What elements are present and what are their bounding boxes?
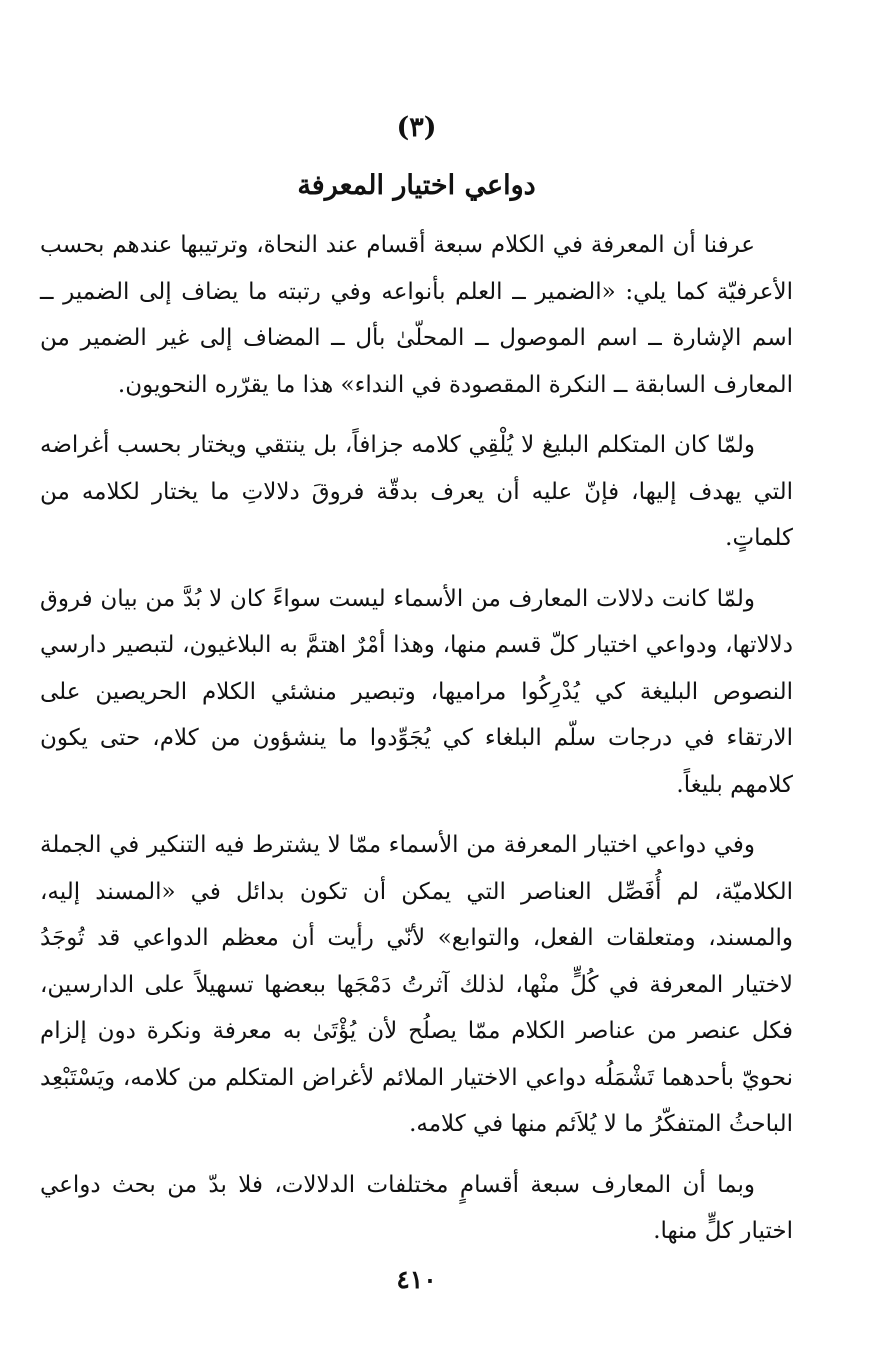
paragraph-1: عرفنا أن المعرفة في الكلام سبعة أقسام عند النحاة، وترتيبها عندهم بحسب الأعرفيّة كما يلي: «الضمير ــ العلم بأنواعه وفي رتبته ما يضاف إلى الضمير ــ اسم الإشارة ــ اسم الموصول ــ المحلّىٰ بأل ــ المضاف إلى غير الضمير من المعارف السابقة ــ النكرة المقصودة في النداء» هذا ما يقرّره النحويون.	[40, 232, 793, 398]
section-number: (٣)	[396, 112, 437, 143]
paragraph-2: ولمّا كان المتكلم البليغ لا يُلْقِي كلامه جزافاً، بل ينتقي ويختار بحسب أغراضه التي يهدف إليها، فإنّ عليه أن يعرف بدقّة فروقَ دلالاتِ ما يختار لكلامه من كلماتٍ.	[40, 432, 793, 551]
paragraph-4: وفي دواعي اختيار المعرفة من الأسماء ممّا لا يشترط فيه التنكير في الجملة الكلاميّة، لم أُفَصِّل العناصر التي يمكن أن تكون بدائل في «المسند إليه، والمسند، ومتعلقات الفعل، والتوابع» لأنّي رأيت أن معظم الدواعي قد تُوجَدُ لاختيار المعرفة في كُلٍّ منْها، لذلك آثرتُ دَمْجَها ببعضها تسهيلاً على الدارسين، فكل عنصر من عناصر الكلام ممّا يصلُح لأن يُؤْتَىٰ به معرفة ونكرة دون إلزام نحويّ بأحدهما تَشْمَلُه دواعي الاختيار الملائم لأغراض المتكلم من كلامه، ويَسْتَبْعِد الباحثُ المتفكّرُ ما لا يُلاَئم منها في كلامه.	[40, 832, 793, 1137]
page-number: ٤١٠	[396, 1265, 437, 1294]
book-page	[40, 0, 793, 1367]
paragraph-5: وبما أن المعارف سبعة أقسامٍ مختلفات الدلالات، فلا بدّ من بحث دواعي اختيار كلٍّ منها.	[40, 1171, 793, 1244]
section-title: دواعي اختيار المعرفة	[297, 170, 536, 201]
paragraph-3: ولمّا كانت دلالات المعارف من الأسماء ليست سواءً كان لا بُدَّ من بيان فروق دلالاتها، ودواعي اختيار كلّ قسم منها، وهذا أمْرٌ اهتمَّ به البلاغيون، لتبصير دارسي النصوص البليغة كي يُدْرِكُوا مراميها، وتبصير منشئي الكلام الحريصين على الارتقاء في درجات سلّم البلغاء كي يُجَوِّدوا ما ينشؤون من كلام، حتى يكون كلامهم بليغاً.	[40, 585, 793, 798]
body-text	[40, 222, 793, 1269]
